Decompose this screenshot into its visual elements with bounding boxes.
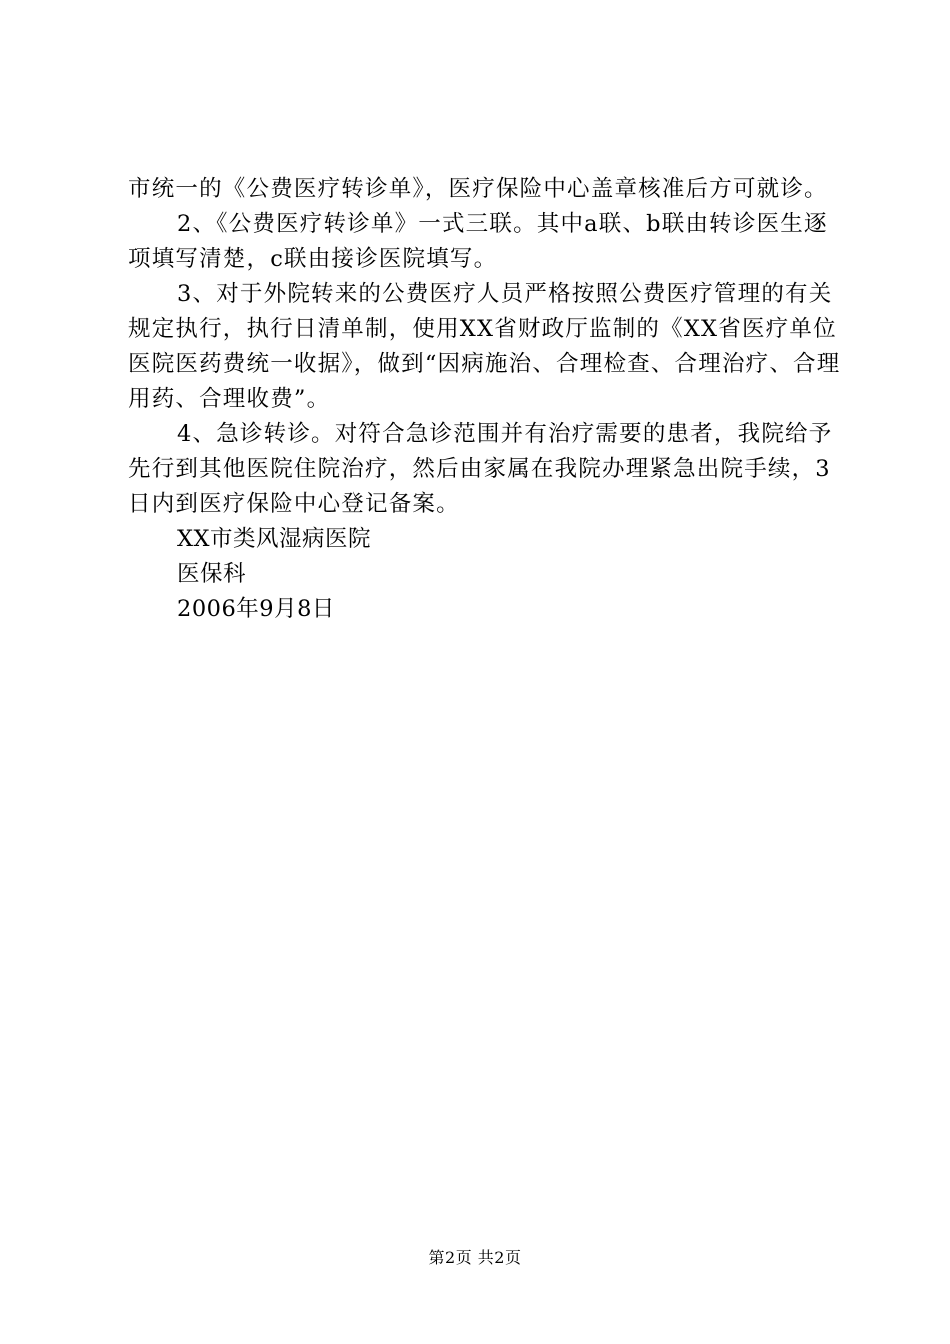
signature-date: 2006年9月8日 — [177, 596, 335, 622]
document-body — [128, 172, 848, 627]
signature-department: 医保科 — [177, 561, 247, 587]
page-footer: 第2页 共2页 — [428, 1248, 522, 1267]
paragraph-item-2: 2、《公费医疗转诊单》一式三联。其中a联、b联由转诊医生逐项填写清楚，c联由接诊医院填写。 — [128, 211, 828, 272]
signature-organization: XX市类风湿病医院 — [177, 526, 372, 552]
paragraph-item-4: 4、急诊转诊。对符合急诊范围并有治疗需要的患者，我院给予先行到其他医院住院治疗，然后由家属在我院办理紧急出院手续，3日内到医疗保险中心登记备案。 — [128, 421, 833, 517]
paragraph-continuation: 市统一的《公费医疗转诊单》，医疗保险中心盖章核准后方可就诊。 — [128, 176, 828, 202]
paragraph-item-3: 3、对于外院转来的公费医疗人员严格按照公费医疗管理的有关规定执行，执行日清单制，使用XX省财政厅监制的《XX省医疗单位医院医药费统一收据》，做到“因病施治、合理检查、合理治疗、合理用药、合理收费”。 — [128, 281, 841, 412]
